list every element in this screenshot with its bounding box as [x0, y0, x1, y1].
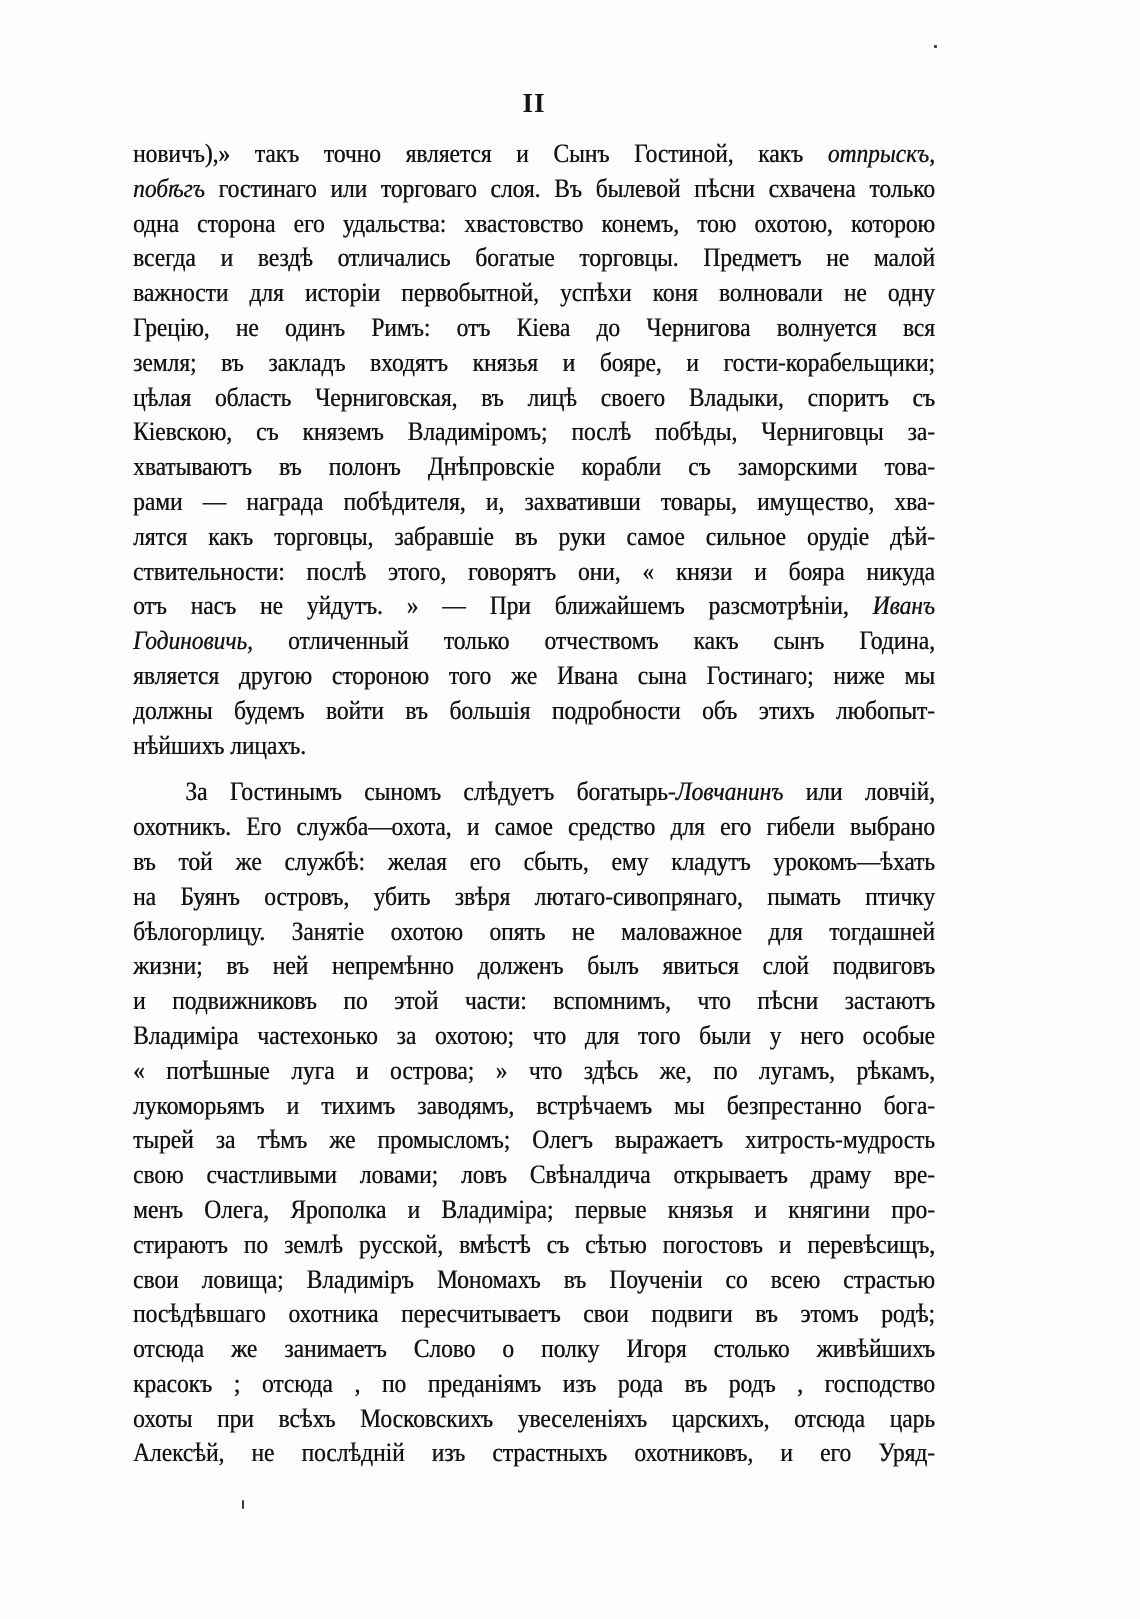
text-line [133, 775, 935, 810]
text-line: менъ Олега, Ярополка и Владиміра; первые князья и княгини про- [133, 1194, 935, 1224]
text-line: лукоморьямъ и тихимъ заводямъ, встрѣчаемъ мы безпрестанно бога- [133, 1090, 935, 1120]
line-segment: или ловчій, [783, 777, 935, 807]
text-line: цѣлая область Черниговская, въ лицѣ своего Владыки, споритъ съ [133, 382, 935, 412]
text-line: всегда и вездѣ отличались богатые торговцы. Предметъ не малой [133, 243, 935, 273]
text-line: тырей за тѣмъ же промысломъ; Олегъ выражаетъ хитрость-мудрость [133, 1125, 935, 1155]
line-segment: отъ насъ не уйдутъ. » — При ближайшемъ разсмотрѣніи, [133, 591, 873, 621]
text-line: Грецію, не одинъ Римъ: отъ Кіева до Чернигова волнуется вся [133, 312, 935, 342]
text-line: нѣйшихъ лицахъ. [133, 730, 306, 760]
line-segment: новичъ),» такъ точно является и Сынъ Гостиной, какъ [133, 139, 828, 168]
body-text [133, 137, 935, 1471]
italic-term: побѣгъ [133, 173, 205, 203]
text-line: свои ловища; Владиміръ Мономахъ въ Поученіи со всею страстью [133, 1264, 935, 1294]
italic-term: Годиновичь, [133, 626, 253, 656]
text-line: Владиміра частехонько за охотою; что для того были у него особые [133, 1020, 935, 1050]
text-line: рами — награда побѣдителя, и, захвативши товары, имущество, хва- [133, 486, 935, 516]
text-line: посѣдѣвшаго охотника пересчитываетъ свои подвиги въ этомъ родѣ; [133, 1299, 935, 1329]
text-line: важности для исторіи первобытной, успѣхи коня волновали не одну [133, 278, 935, 308]
italic-term: Иванъ [872, 591, 935, 621]
text-line: красокъ ; отсюда , по преданіямъ изъ рода въ родъ , господство [133, 1368, 935, 1398]
line-segment: За Гостинымъ сыномъ слѣдуетъ богатырь- [185, 777, 676, 807]
line-segment: отличенный только отчествомъ какъ сынъ Година, [252, 626, 935, 656]
text-line: Алексѣй, не послѣдній изъ страстныхъ охотниковъ, и его Уряд- [133, 1438, 935, 1468]
text-line: бѣлогорлицу. Занятіе охотою опять не маловажное для тогдашней [133, 916, 935, 946]
text-line: является другою стороною того же Ивана сына Гостинаго; ниже мы [133, 660, 935, 690]
scan-speck [934, 45, 937, 48]
page-number: II [522, 88, 546, 118]
scan-speck [242, 1500, 244, 1509]
text-line: охоты при всѣхъ Московскихъ увеселеніяхъ царскихъ, отсюда царь [133, 1403, 935, 1433]
text-line: должны будемъ войти въ большія подробности объ этихъ любопыт- [133, 695, 935, 725]
text-line [133, 172, 935, 207]
italic-term: Ловчанинъ [675, 777, 784, 807]
text-line: земля; въ закладъ входятъ князья и бояре, и гости-корабельщики; [133, 347, 935, 377]
text-line: Кіевскою, съ княземъ Владиміромъ; послѣ побѣды, Черниговцы за- [133, 417, 935, 447]
text-line: жизни; въ ней непремѣнно долженъ былъ явиться слой подвиговъ [133, 951, 935, 981]
text-line: одна сторона его удальства: хвастовство конемъ, тою охотою, которою [133, 208, 935, 238]
text-line: стираютъ по землѣ русской, вмѣстѣ съ сѣтью погостовъ и перевѣсищъ, [133, 1229, 935, 1259]
text-line: лятся какъ торговцы, забравшіе въ руки самое сильное орудіе дѣй- [133, 521, 935, 551]
text-line [133, 624, 935, 659]
text-line: свою счастливыми ловами; ловъ Свѣналдича открываетъ драму вре- [133, 1160, 935, 1190]
paragraph [133, 775, 935, 1471]
line-segment: гостинаго или торговаго слоя. Въ былевой пѣсни схвачена только [204, 173, 935, 203]
text-line: « потѣшные луга и острова; » что здѣсь же, по лугамъ, рѣкамъ, [133, 1055, 935, 1085]
text-line: въ той же службѣ: желая его сбыть, ему кладутъ урокомъ—ѣхать [133, 846, 935, 876]
text-line [133, 589, 935, 624]
italic-term: отпрыскъ, [827, 139, 935, 168]
text-line: отсюда же занимаетъ Слово о полку Игоря столько живѣйшихъ [133, 1334, 935, 1364]
paragraph [133, 137, 935, 763]
text-line: охотникъ. Его служба—охота, и самое средство для его гибели выбрано [133, 812, 935, 842]
text-line: и подвижниковъ по этой части: вспомнимъ, что пѣсни застаютъ [133, 986, 935, 1016]
text-line: на Буянъ островъ, убить звѣря лютаго-сивопрянаго, пымать птичку [133, 881, 935, 911]
text-line: ствительности: послѣ этого, говорятъ они, « князи и бояра никуда [133, 556, 935, 586]
text-line: хватываютъ въ полонъ Днѣпровскіе корабли съ заморскими това- [133, 452, 935, 482]
text-line [133, 137, 935, 172]
